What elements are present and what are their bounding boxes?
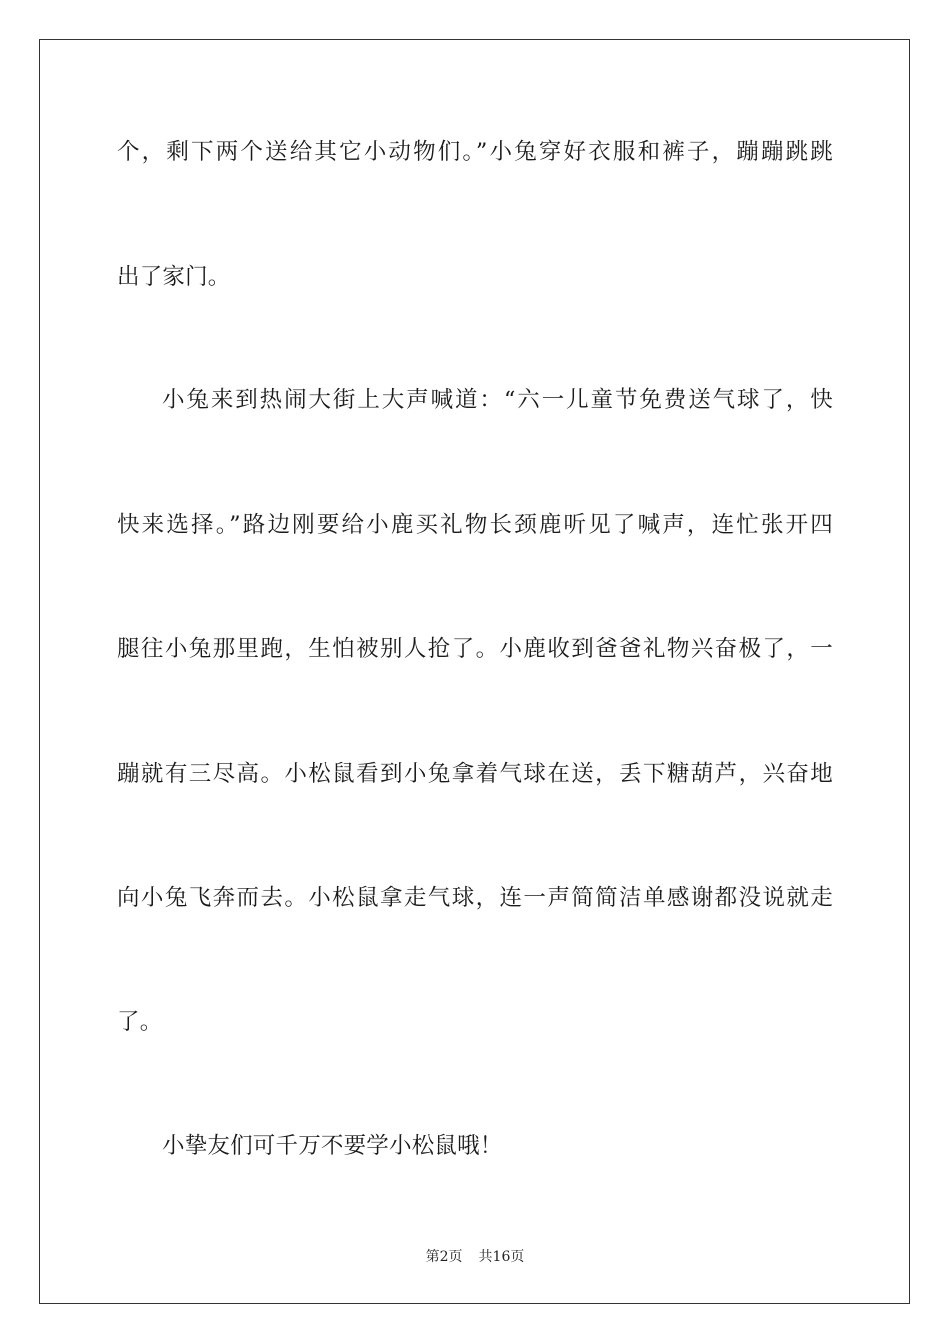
text-line-7: 向小兔飞奔而去。小松鼠拿走气球，连一声简简洁单感谢都没说就走 [117,885,833,911]
page-total: 共16页 [478,1249,525,1265]
page-frame [39,39,910,1304]
page-number: 第2页 [425,1249,463,1265]
page-footer [0,1248,950,1266]
text-line-2: 出了家门。 [117,264,231,290]
text-line-1: 个，剩下两个送给其它小动物们。”小兔穿好衣服和裤子，蹦蹦跳跳 [117,139,833,165]
text-line-3: 小兔来到热闹大街上大声喊道：“六一儿童节免费送气球了，快 [162,387,833,413]
text-line-9: 小挚友们可千万不要学小松鼠哦！ [162,1133,503,1159]
text-line-4: 快来选择。”路边刚要给小鹿买礼物长颈鹿听见了喊声，连忙张开四 [117,512,833,538]
text-line-6: 蹦就有三尽高。小松鼠看到小兔拿着气球在送，丢下糖葫芦，兴奋地 [117,761,833,787]
text-line-8: 了。 [117,1009,163,1035]
text-line-5: 腿往小兔那里跑，生怕被别人抢了。小鹿收到爸爸礼物兴奋极了，一 [117,636,833,662]
